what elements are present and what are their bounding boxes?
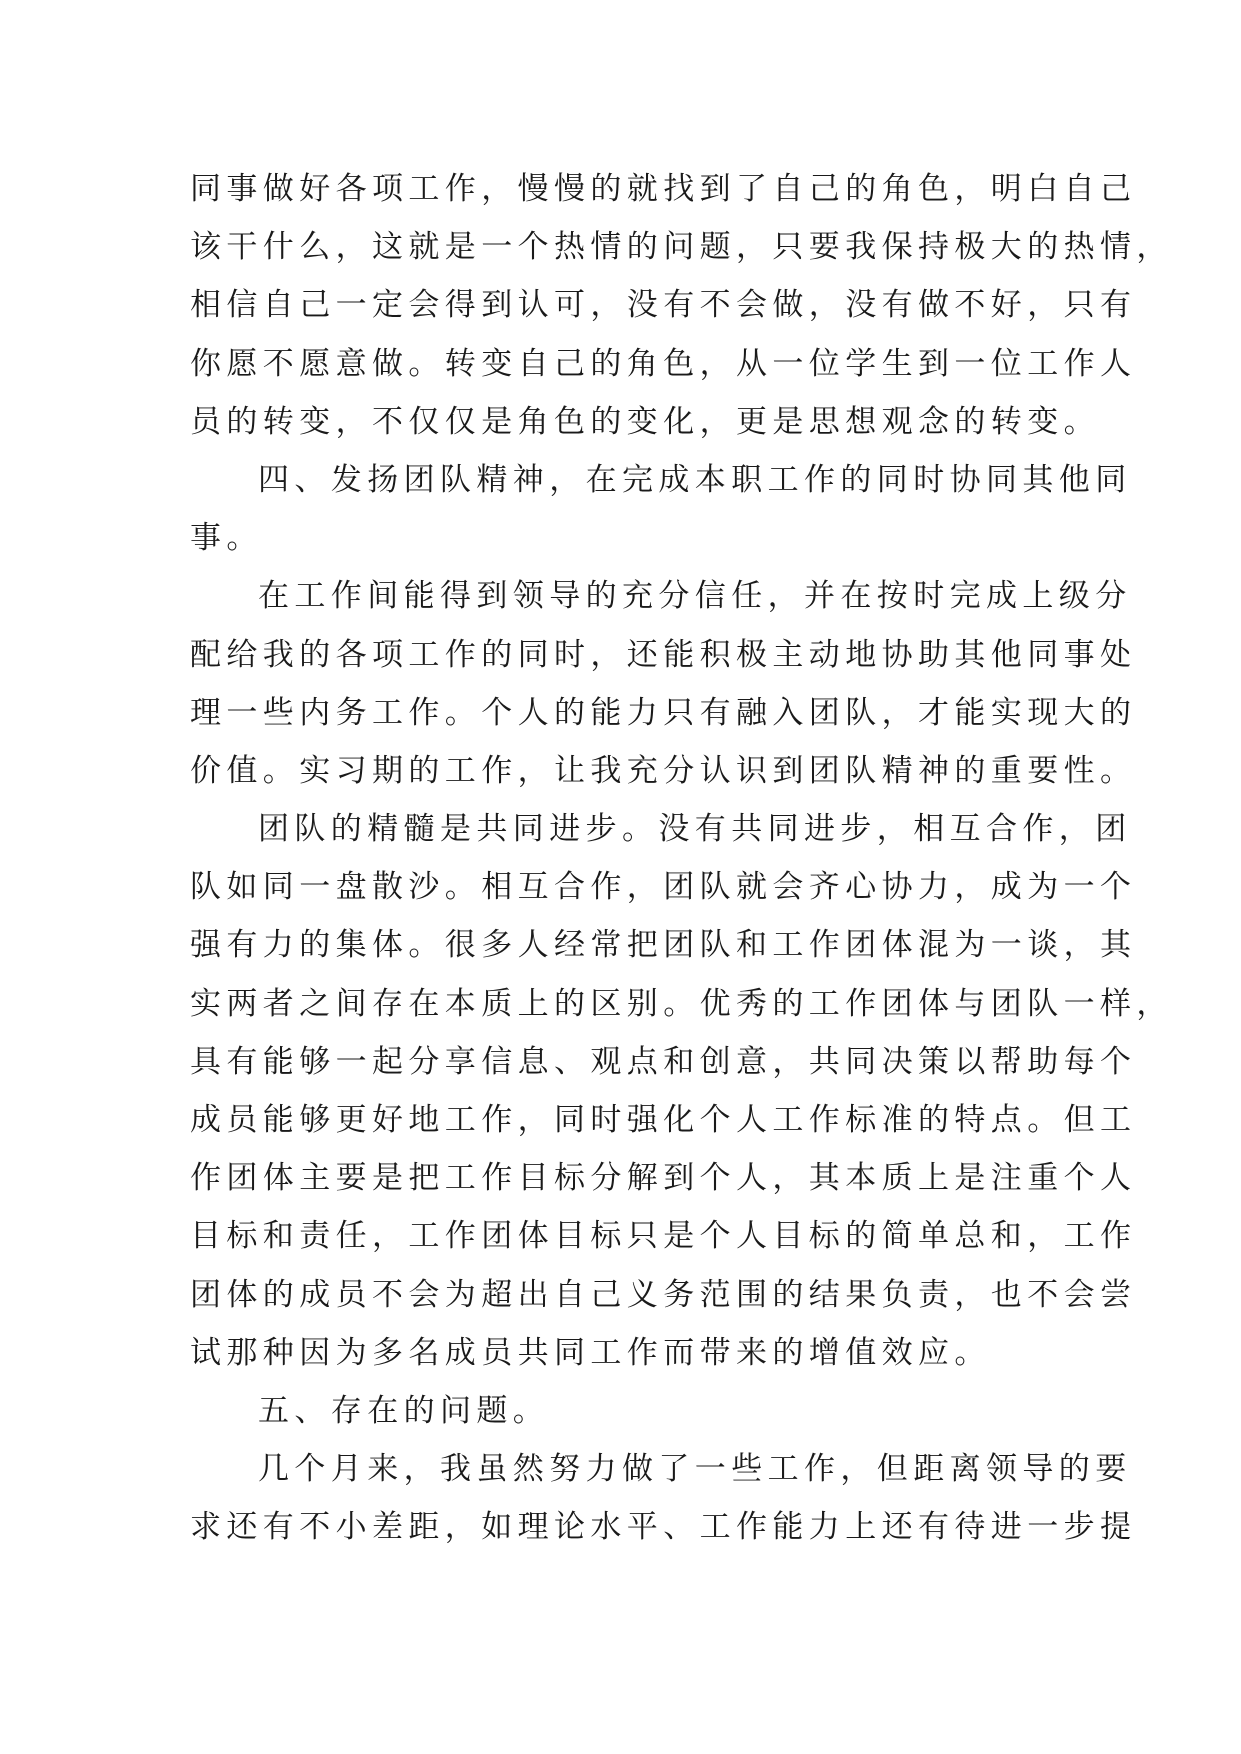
text-line: 目标和责任，工作团体目标只是个人目标的简单总和，工作 xyxy=(190,1218,1137,1255)
text-line: 队如同一盘散沙。相互合作，团队就会齐心协力，成为一个 xyxy=(190,869,1137,906)
text-line: 团体的成员不会为超出自己义务范围的结果负责，也不会尝 xyxy=(190,1276,1137,1313)
text-line: 相信自己一定会得到认可，没有不会做，没有做不好，只有 xyxy=(190,287,1137,324)
body-text xyxy=(190,160,1173,1557)
text-line: 四、发扬团队精神，在完成本职工作的同时协同其他同 xyxy=(258,461,1132,498)
text-line: 事。 xyxy=(190,520,263,557)
text-line: 价值。实习期的工作，让我充分认识到团队精神的重要性。 xyxy=(190,752,1137,789)
text-line: 作团体主要是把工作目标分解到个人，其本质上是注重个人 xyxy=(190,1160,1137,1197)
text-line: 员的转变，不仅仅是角色的变化，更是思想观念的转变。 xyxy=(190,403,1100,440)
text-line: 几个月来，我虽然努力做了一些工作，但距离领导的要 xyxy=(258,1451,1132,1488)
text-line: 该干什么，这就是一个热情的问题，只要我保持极大的热情， xyxy=(190,229,1173,266)
text-line: 在工作间能得到领导的充分信任，并在按时完成上级分 xyxy=(258,578,1132,615)
text-line: 同事做好各项工作，慢慢的就找到了自己的角色，明白自己 xyxy=(190,171,1137,207)
text-line: 求还有不小差距，如理论水平、工作能力上还有待进一步提 xyxy=(190,1509,1137,1546)
text-line: 成员能够更好地工作，同时强化个人工作标准的特点。但工 xyxy=(190,1102,1137,1138)
text-line: 强有力的集体。很多人经常把团队和工作团体混为一谈，其 xyxy=(190,927,1137,964)
text-line: 试那种因为多名成员共同工作而带来的增值效应。 xyxy=(190,1334,991,1371)
text-line: 你愿不愿意做。转变自己的角色，从一位学生到一位工作人 xyxy=(190,345,1137,382)
text-line: 实两者之间存在本质上的区别。优秀的工作团体与团队一样， xyxy=(190,985,1173,1022)
text-line: 具有能够一起分享信息、观点和创意，共同决策以帮助每个 xyxy=(190,1043,1137,1080)
text-line: 配给我的各项工作的同时，还能积极主动地协助其他同事处 xyxy=(190,636,1137,673)
text-line: 五、存在的问题。 xyxy=(258,1392,550,1429)
text-line: 团队的精髓是共同进步。没有共同进步，相互合作，团 xyxy=(258,811,1132,848)
text-line: 理一些内务工作。个人的能力只有融入团队，才能实现大的 xyxy=(190,694,1137,731)
